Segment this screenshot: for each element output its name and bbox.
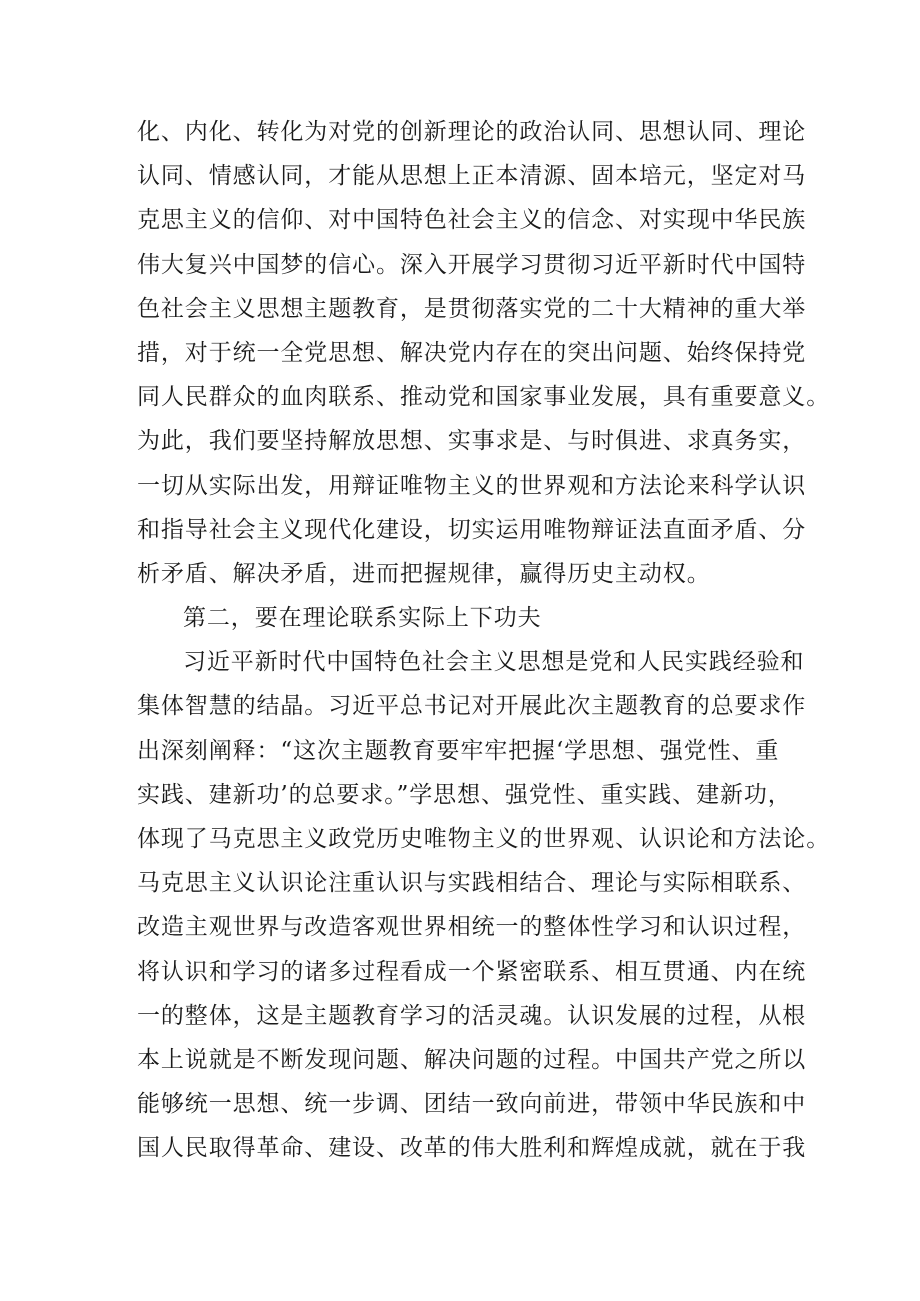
text-line: 体现了马克思主义政党历史唯物主义的世界观、认识论和方法论。 <box>137 826 831 852</box>
text-line: 一切从实际出发，用辩证唯物主义的世界观和方法论来科学认识 <box>137 472 807 499</box>
paragraph-first-line: 习近平新时代中国特色社会主义思想是党和人民实践经验和 <box>183 649 805 676</box>
text-line: 集体智慧的结晶。习近平总书记对开展此次主题教育的总要求作 <box>137 693 807 720</box>
text-line: 措，对于统一全党思想、解决党内存在的突出问题、始终保持党 <box>137 339 807 366</box>
text-line: 为此，我们要坚持解放思想、实事求是、与时俱进、求真务实， <box>137 428 807 455</box>
text-line: 色社会主义思想主题教育，是贯彻落实党的二十大精神的重大举 <box>137 295 807 322</box>
text-line: 将认识和学习的诸多过程看成一个紧密联系、相互贯通、内在统 <box>137 958 807 985</box>
text-line: 克思主义的信仰、对中国特色社会主义的信念、对实现中华民族 <box>137 207 807 234</box>
text-line: 实践、建新功’的总要求。”学思想、强党性、重实践、建新功， <box>137 781 792 808</box>
text-line: 认同、情感认同，才能从思想上正本清源、固本培元，坚定对马 <box>137 163 807 190</box>
text-line: 同人民群众的血肉联系、推动党和国家事业发展，具有重要意义。 <box>137 384 831 411</box>
text-line: 马克思主义认识论注重认识与实践相结合、理论与实际相联系、 <box>137 870 807 897</box>
text-line: 出深刻阐释：“这次主题教育要牢牢把握‘学思想、强党性、重 <box>137 737 780 764</box>
text-line: 本上说就是不断发现问题、解决问题的过程。中国共产党之所以 <box>137 1046 807 1073</box>
text-line: 和指导社会主义现代化建设，切实运用唯物辩证法直面矛盾、分 <box>137 516 807 543</box>
text-line: 国人民取得革命、建设、改革的伟大胜利和辉煌成就，就在于我 <box>137 1135 807 1162</box>
text-line: 伟大复兴中国梦的信心。深入开展学习贯彻习近平新时代中国特 <box>137 251 807 278</box>
text-line: 析矛盾、解决矛盾，进而把握规律，赢得历史主动权。 <box>137 560 711 587</box>
text-line: 能够统一思想、统一步调、团结一致向前进，带领中华民族和中 <box>137 1091 807 1118</box>
text-line: 改造主观世界与改造客观世界相统一的整体性学习和认识过程， <box>137 914 807 941</box>
text-line: 一的整体，这是主题教育学习的活灵魂。认识发展的过程，从根 <box>137 1002 807 1029</box>
section-heading: 第二，要在理论联系实际上下功夫 <box>183 605 542 632</box>
document-body <box>137 110 831 1171</box>
text-line: 化、内化、转化为对党的创新理论的政治认同、思想认同、理论 <box>137 119 807 145</box>
